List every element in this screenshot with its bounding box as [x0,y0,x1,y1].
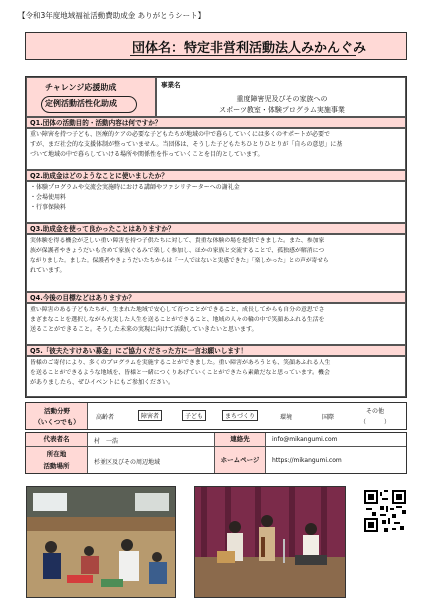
homepage-label: ホームページ [220,456,260,464]
organization-name: 団体名：特定非営利活動法人みかんぐみ [132,41,367,56]
qr-code[interactable] [364,490,406,532]
answer-1: 重い障害を持つ子ども、医療的ケアの必要な子どもたちが地域の中で暮らしていくには多くのサポートが必要で すが、まだ社会的な支援体制が整っていません。当団体は、そうした子どもたちひとりひとりが「自らの意思」に基 づいて地域の中で暮らしていける場所や関係性を作っていくことを目的としています。 [26,128,406,170]
header-note: 【令和3年度地域福祉活動費助成金 ありがとうシート】 [18,11,206,20]
homepage-label-cell [214,447,266,473]
question-3: Q3.助成金を使って良かったことはありますか？ [26,223,406,234]
answer-2: ・体験プログラムや交流会実施時における講師やファシリテーターへの謝礼金 ・会場使用料 ・行事保険料 [26,181,406,223]
field-children: 子ども [182,410,206,421]
field-elderly: 高齢者 [96,414,115,421]
answer-3: 実体験を得る機会が乏しい重い障害を持つ子供たちに対して、貴重な体験の場を提供できました。また、参加家 族が保護者やきょうだいも含めて家族ぐるみで楽しく参加し、ほかの家族と交流することで、孤独感が解消につ ながりました。ました。保護者やきょうだいたちからは「一人ではないと実感できた」「楽しかった」との声が寄せら れています。 [26,234,406,292]
location-label-2: 活動場所 [43,462,70,470]
field-environment: 環境 [280,414,293,421]
project-name-line2: スポーツ教室・体験プログラム実施事業 [219,106,345,114]
question-5: Q5.「彼夫たすけあい募金」にご協力くださった方に一言お願いします！ [26,345,406,356]
homepage-url[interactable]: https://mikangumi.com [272,457,342,464]
contact-label: 連絡先 [230,435,250,443]
field-international: 国際 [322,414,335,421]
report-table [25,76,407,398]
organization-banner [25,32,407,60]
activity-fields-row [25,402,407,430]
field-community: まちづくり [222,410,258,421]
project-label: 事業名 [161,81,181,89]
contact-email[interactable]: info@mikangumi.com [272,436,338,443]
activity-photo-stage [194,486,346,598]
question-2: Q2.助成金はどのようなことに使いましたか？ [26,170,406,181]
question-1: Q1.団体の活動目的・活動内容は何ですか？ [26,117,406,128]
field-other-label: その他 [366,408,385,415]
project-name-line1: 重度障害児及びその家族への [236,95,328,103]
activity-photo-gym [26,486,176,598]
activity-fields-label: 活動分野 （いくつでも） [26,403,88,429]
grant-cell [26,77,156,117]
answer-4: 重い障害のある子どもたちが、生まれた地域で安心して育つことができること、成長してからも自分の意思でさ まざまなことを選択しながら充実した人生を送ることができること、地域の人々の輪の中で笑顔あふれる生活を 送ることができること。そうした未来の実現に向けて活動していきたいと思います。 [26,303,406,345]
organization-underline [130,55,356,56]
grant-type-challenge: チャレンジ応援助成 [45,83,117,92]
project-cell [156,77,406,117]
representative-label-cell [26,433,88,447]
grant-type-regular: 定例活動活性化助成 [45,99,117,108]
answer-5: 皆様のご寄付により、多くのプログラムを実施することができました。重い障害があろうとも、笑顔あふれる人生 を送ることができるような地域を、皆様と一緒につくりあげていくことができたら素敵だなと思っています。機会 がありましたら、ぜひイベントにもご参加ください。 [26,356,406,397]
location-label-1: 所在地 [46,450,67,458]
contact-block [25,432,407,474]
question-4: Q4.今後の目標などはありますか？ [26,292,406,303]
representative-label: 代表者名 [43,435,70,443]
contact-label-cell [214,433,266,447]
field-disability: 障害者 [138,410,162,421]
representative-name: 村 一浩 [94,438,119,445]
location-value: 杉並区及びその周辺地域 [94,459,161,466]
field-other-value: （ ） [360,419,391,426]
location-label-cell [26,447,88,473]
